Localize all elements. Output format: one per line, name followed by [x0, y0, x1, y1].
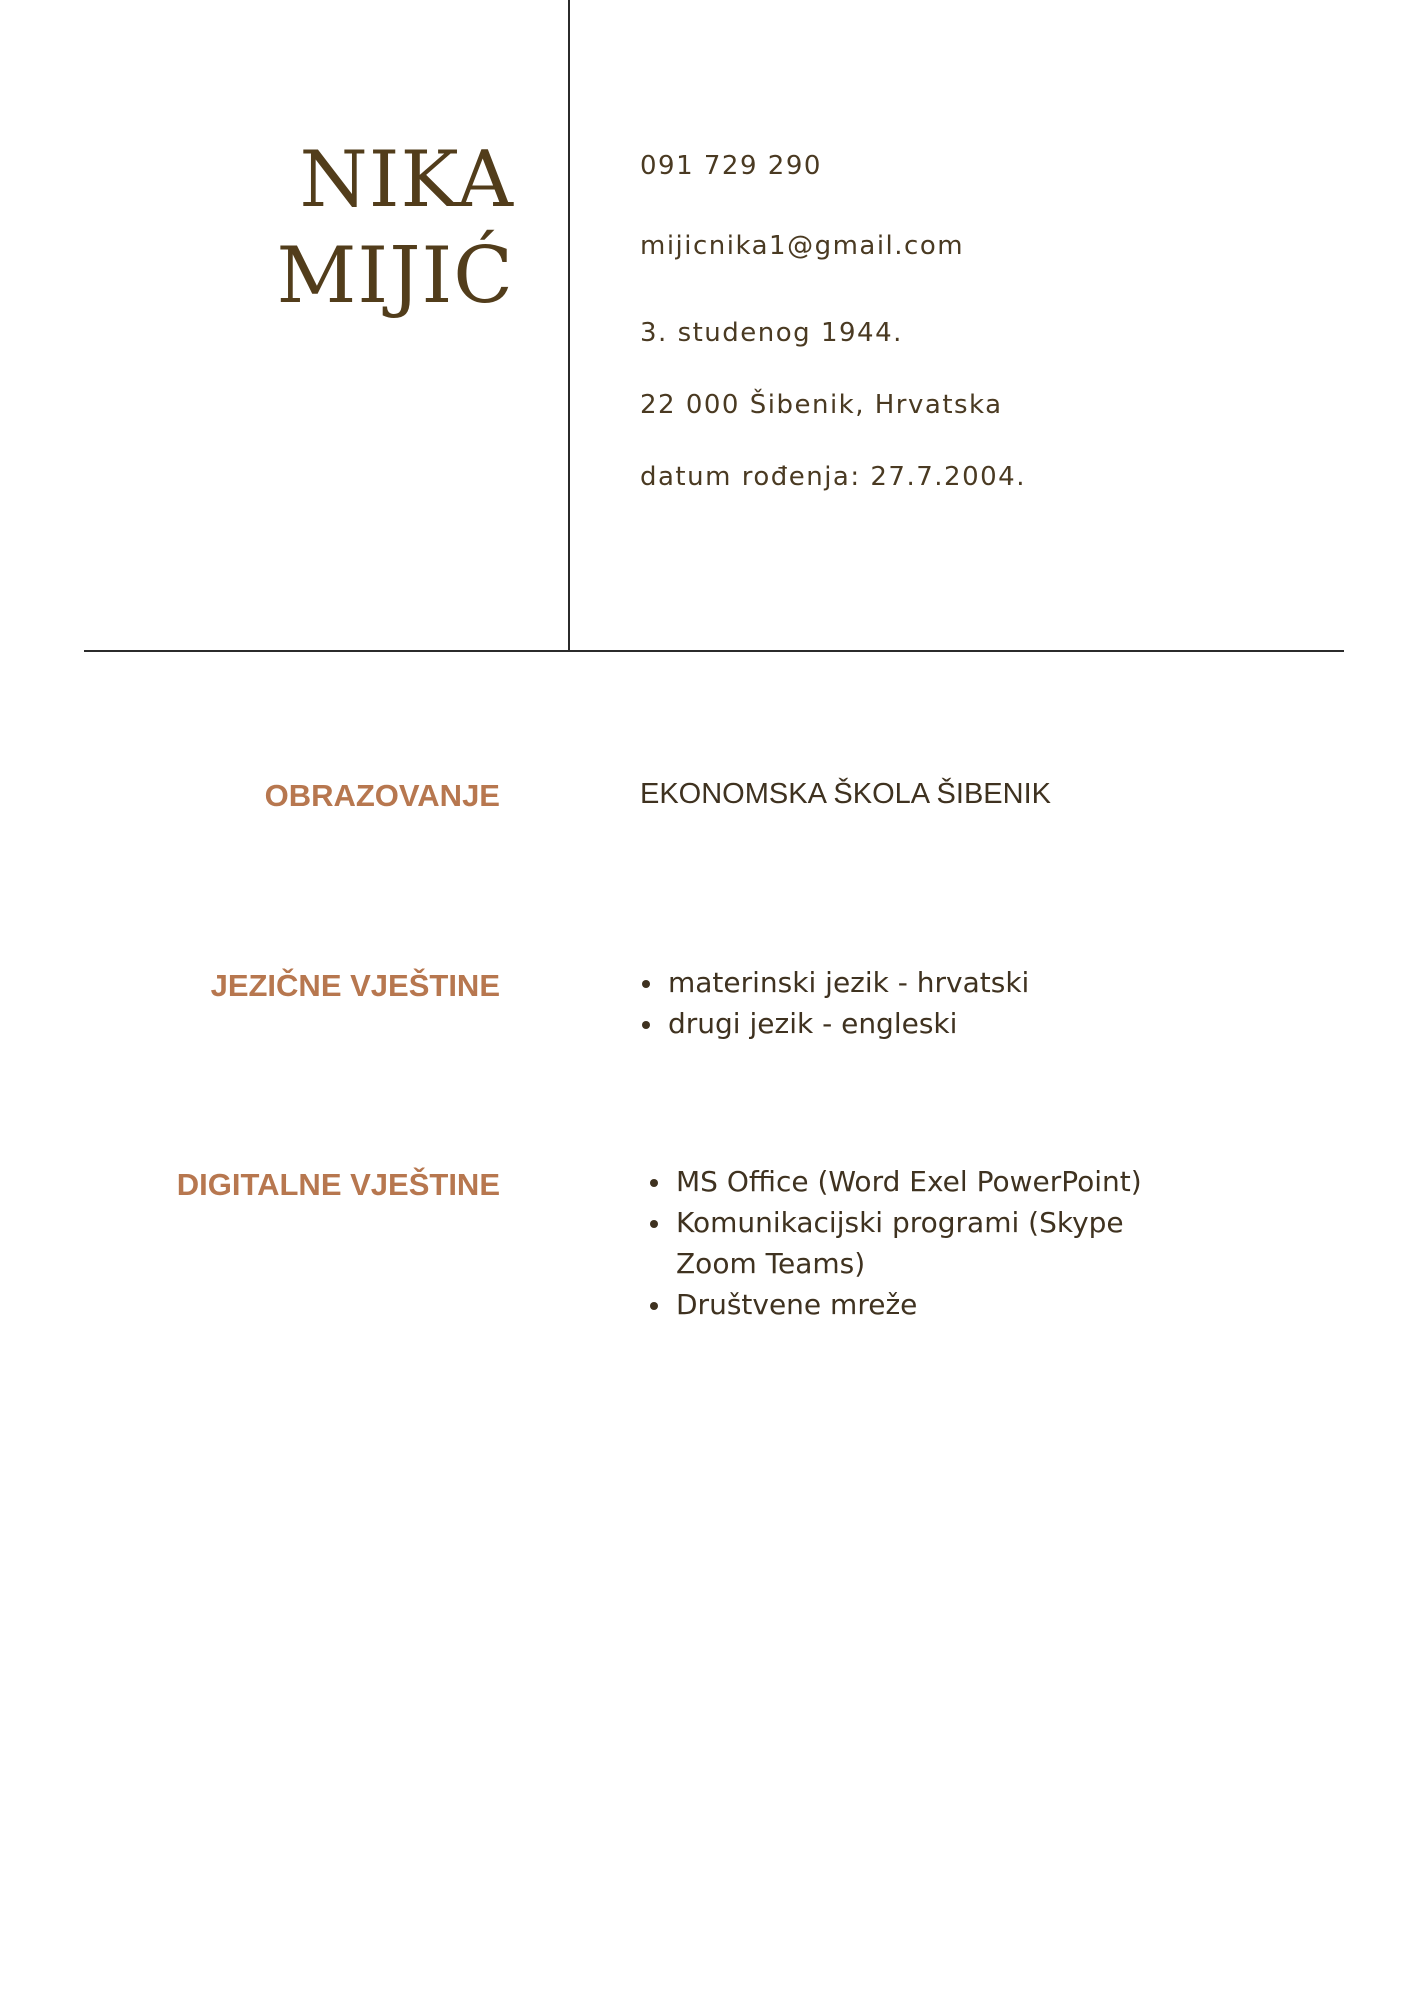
languages-list — [640, 962, 1029, 1044]
education-heading: OBRAZOVANJE — [264, 778, 500, 813]
digital-skills-list — [640, 1161, 1200, 1325]
phone-number: 091 729 290 — [640, 151, 822, 181]
list-item: materinski jezik - hrvatski — [668, 962, 1029, 1003]
vertical-divider — [568, 0, 570, 651]
school-name: EKONOMSKA ŠKOLA ŠIBENIK — [640, 778, 1051, 810]
full-name — [277, 132, 514, 324]
list-item: Komunikacijski programi (Skype Zoom Teams) — [676, 1202, 1200, 1284]
email-address: mijicnika1@gmail.com — [640, 231, 965, 261]
digital-skills-heading: DIGITALNE VJEŠTINE — [176, 1167, 500, 1202]
last-name: MIJIĆ — [276, 231, 514, 321]
first-name: NIKA — [299, 135, 514, 225]
birth-date: datum rođenja: 27.7.2004. — [640, 462, 1026, 492]
languages-section — [640, 962, 1029, 1044]
street-address: 3. studenog 1944. — [640, 318, 903, 348]
list-item: Društvene mreže — [676, 1284, 1200, 1325]
digital-skills-section — [640, 1161, 1200, 1325]
education-section — [640, 778, 1051, 811]
city-address: 22 000 Šibenik, Hrvatska — [640, 390, 1003, 420]
list-item: drugi jezik - engleski — [668, 1003, 1029, 1044]
list-item: MS Office (Word Exel PowerPoint) — [676, 1161, 1200, 1202]
horizontal-divider — [84, 650, 1344, 652]
languages-heading: JEZIČNE VJEŠTINE — [210, 968, 500, 1003]
